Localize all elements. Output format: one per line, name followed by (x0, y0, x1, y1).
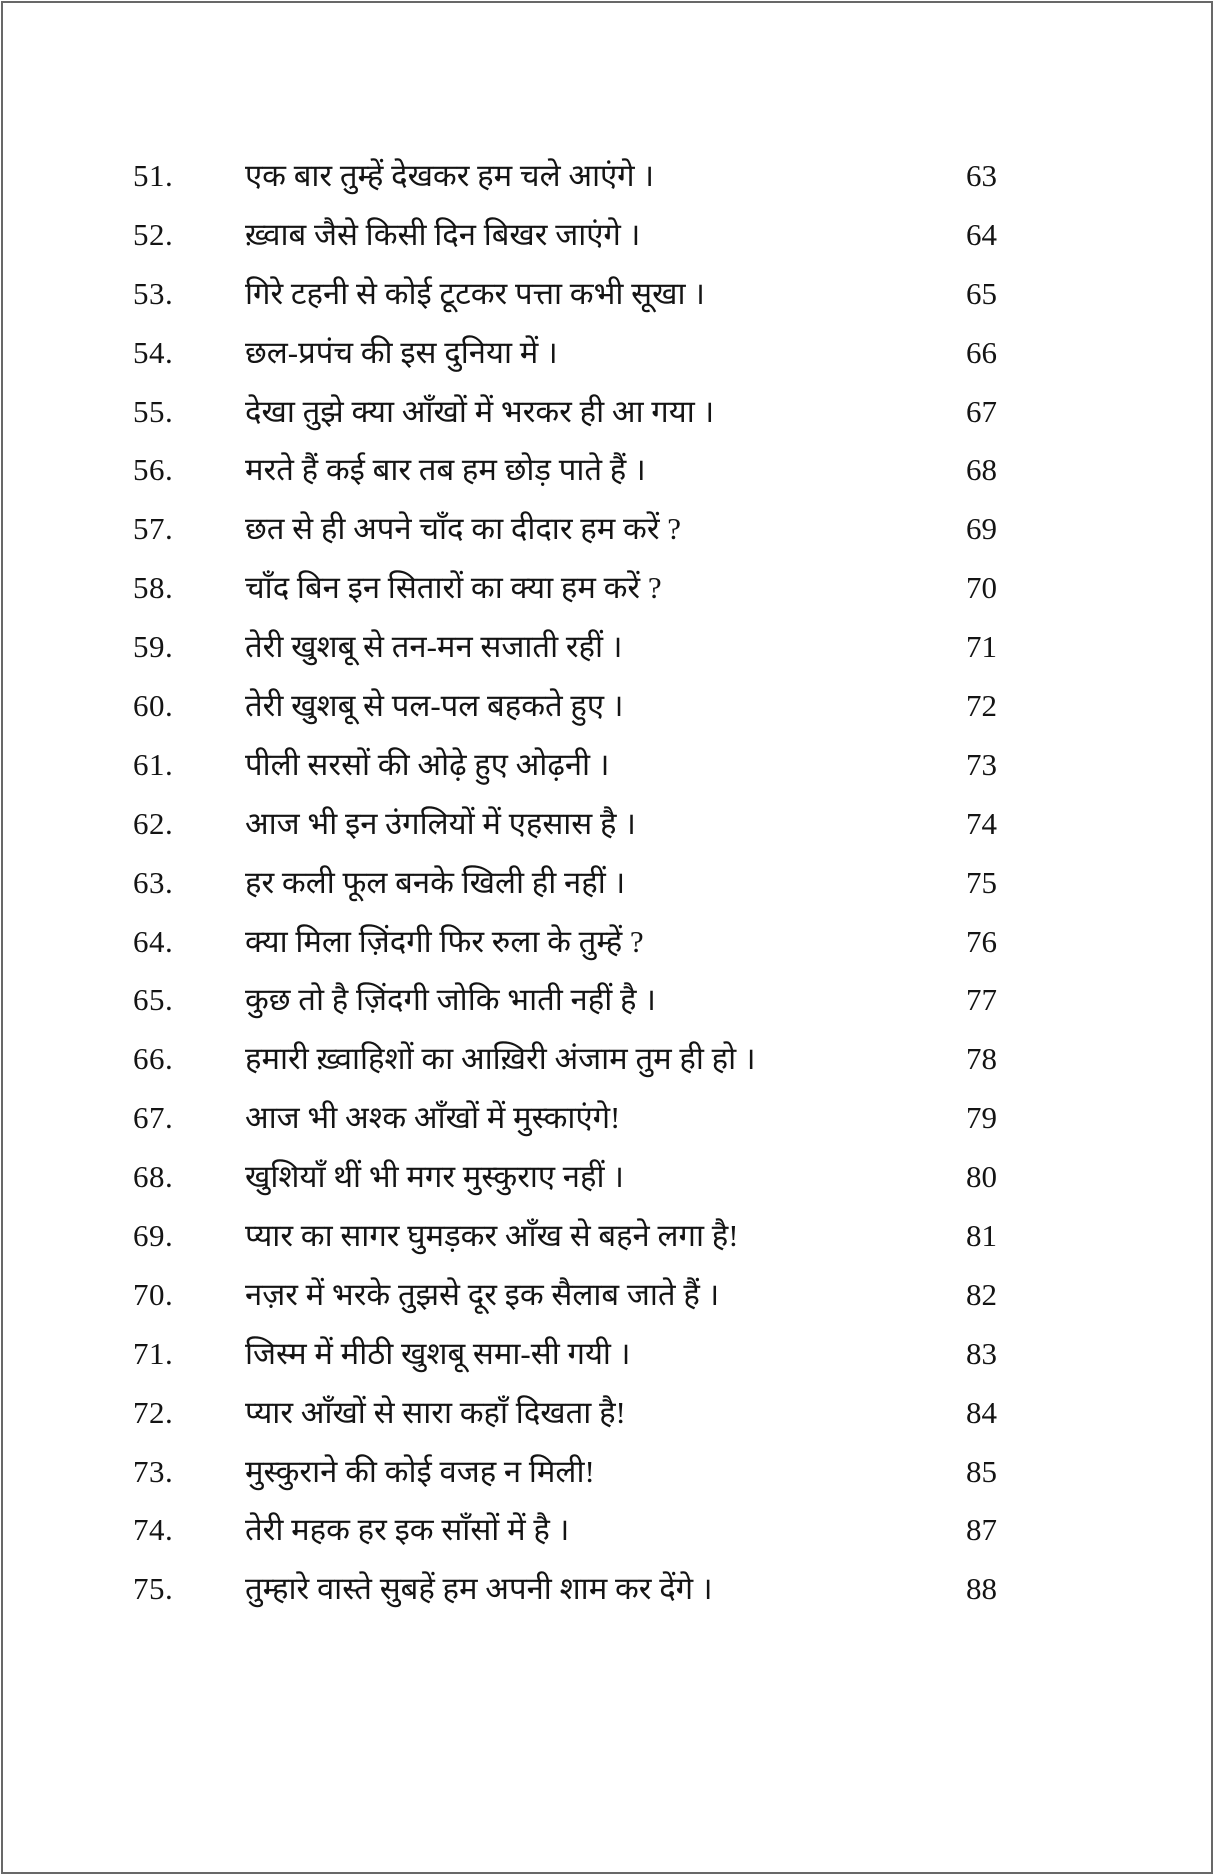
toc-row (133, 382, 997, 441)
toc-entry-title: एक बार तुम्हें देखकर हम चले आएंगे । (245, 157, 655, 193)
toc-row (133, 1383, 997, 1442)
toc-entry-title: चाँद बिन इन सितारों का क्या हम करें ? (245, 570, 662, 606)
toc-entry-number: 72. (133, 1394, 174, 1430)
toc-entry-number: 69. (133, 1217, 174, 1253)
toc-entry-title: प्यार आँखों से सारा कहाँ दिखता है! (245, 1394, 626, 1430)
toc-entry-number: 71. (133, 1335, 174, 1371)
toc-row (133, 323, 997, 382)
toc-entry-page: 88 (966, 1571, 997, 1607)
toc-entry-page: 70 (966, 570, 997, 606)
toc-row (133, 617, 997, 676)
toc-entry-number: 54. (133, 334, 174, 370)
toc-entry-number: 53. (133, 275, 174, 311)
toc-entry-number: 74. (133, 1512, 174, 1548)
toc-entry-number: 59. (133, 629, 174, 665)
toc-entry-page: 82 (966, 1276, 997, 1312)
toc-row (133, 264, 997, 323)
toc-entry-title: छत से ही अपने चाँद का दीदार हम करें ? (245, 511, 682, 547)
toc-row (133, 1147, 997, 1206)
toc-entry-page: 75 (966, 864, 997, 900)
toc-row (133, 735, 997, 794)
toc-entry-title: देखा तुझे क्या आँखों में भरकर ही आ गया । (245, 393, 715, 429)
toc-row (133, 1324, 997, 1383)
toc-entry-number: 52. (133, 216, 174, 252)
toc-row (133, 794, 997, 853)
toc-entry-page: 79 (966, 1100, 997, 1136)
toc-entry-title: हमारी ख़्वाहिशों का आख़िरी अंजाम तुम ही हो । (245, 1041, 756, 1077)
toc-entry-number: 66. (133, 1041, 174, 1077)
toc-entry-title: छल-प्रपंच की इस दुनिया में । (245, 334, 558, 370)
toc-entry-page: 71 (966, 629, 997, 665)
toc-entry-number: 67. (133, 1100, 174, 1136)
toc-entry-number: 60. (133, 687, 174, 723)
toc-row (133, 1088, 997, 1147)
toc-list (133, 146, 997, 1618)
toc-entry-number: 73. (133, 1453, 174, 1489)
toc-entry-number: 64. (133, 923, 174, 959)
toc-entry-title: आज भी अश्क आँखों में मुस्काएंगे! (245, 1100, 621, 1136)
toc-entry-number: 68. (133, 1159, 174, 1195)
toc-entry-number: 51. (133, 157, 174, 193)
toc-entry-number: 55. (133, 393, 174, 429)
toc-entry-title: तेरी खुशबू से पल-पल बहकते हुए । (245, 687, 624, 723)
toc-row (133, 1500, 997, 1559)
toc-entry-number: 58. (133, 570, 174, 606)
toc-entry-page: 66 (966, 334, 997, 370)
toc-entry-page: 68 (966, 452, 997, 488)
toc-entry-page: 83 (966, 1335, 997, 1371)
toc-entry-number: 75. (133, 1571, 174, 1607)
toc-row (133, 912, 997, 971)
toc-entry-page: 87 (966, 1512, 997, 1548)
toc-entry-number: 56. (133, 452, 174, 488)
toc-row (133, 499, 997, 558)
toc-entry-page: 64 (966, 216, 997, 252)
toc-row (133, 146, 997, 205)
toc-entry-number: 63. (133, 864, 174, 900)
toc-entry-title: खुशियाँ थीं भी मगर मुस्कुराए नहीं । (245, 1159, 625, 1195)
toc-entry-number: 61. (133, 746, 174, 782)
toc-entry-page: 76 (966, 923, 997, 959)
toc-row (133, 1442, 997, 1501)
toc-entry-number: 57. (133, 511, 174, 547)
toc-row (133, 1265, 997, 1324)
toc-entry-page: 78 (966, 1041, 997, 1077)
toc-entry-page: 84 (966, 1394, 997, 1430)
toc-entry-title: कुछ तो है ज़िंदगी जोकि भाती नहीं है । (245, 982, 656, 1018)
toc-row (133, 676, 997, 735)
toc-entry-title: नज़र में भरके तुझसे दूर इक सैलाब जाते हैं । (245, 1276, 720, 1312)
toc-row (133, 853, 997, 912)
toc-entry-title: गिरे टहनी से कोई टूटकर पत्ता कभी सूखा । (245, 275, 706, 311)
toc-entry-page: 77 (966, 982, 997, 1018)
toc-entry-page: 72 (966, 687, 997, 723)
toc-entry-title: प्यार का सागर घुमड़कर आँख से बहने लगा है! (245, 1217, 739, 1253)
toc-entry-page: 67 (966, 393, 997, 429)
toc-entry-title: पीली सरसों की ओढ़े हुए ओढ़नी । (245, 746, 610, 782)
toc-entry-page: 74 (966, 805, 997, 841)
toc-row (133, 1029, 997, 1088)
toc-entry-title: जिस्म में मीठी खुशबू समा-सी गयी । (245, 1335, 631, 1371)
toc-entry-page: 85 (966, 1453, 997, 1489)
toc-entry-page: 69 (966, 511, 997, 547)
toc-entry-title: क्या मिला ज़िंदगी फिर रुला के तुम्हें ? (245, 923, 644, 959)
toc-entry-page: 81 (966, 1217, 997, 1253)
toc-entry-title: मरते हैं कई बार तब हम छोड़ पाते हैं । (245, 452, 646, 488)
toc-entry-page: 80 (966, 1159, 997, 1195)
toc-entry-number: 65. (133, 982, 174, 1018)
toc-entry-title: हर कली फूल बनके खिली ही नहीं । (245, 864, 626, 900)
toc-row (133, 970, 997, 1029)
toc-row (133, 205, 997, 264)
toc-entry-title: तुम्हारे वास्ते सुबहें हम अपनी शाम कर देंगे । (245, 1571, 713, 1607)
toc-entry-page: 63 (966, 157, 997, 193)
toc-entry-page: 73 (966, 746, 997, 782)
toc-row (133, 1559, 997, 1618)
toc-entry-title: ख़्वाब जैसे किसी दिन बिखर जाएंगे । (245, 216, 641, 252)
toc-row (133, 440, 997, 499)
toc-entry-number: 70. (133, 1276, 174, 1312)
toc-row (133, 558, 997, 617)
toc-entry-title: तेरी खुशबू से तन-मन सजाती रहीं । (245, 629, 623, 665)
toc-entry-title: आज भी इन उंगलियों में एहसास है । (245, 805, 636, 841)
toc-entry-title: तेरी महक हर इक साँसों में है । (245, 1512, 570, 1548)
toc-entry-title: मुस्कुराने की कोई वजह न मिली! (245, 1453, 595, 1489)
toc-row (133, 1206, 997, 1265)
toc-entry-page: 65 (966, 275, 997, 311)
toc-entry-number: 62. (133, 805, 174, 841)
